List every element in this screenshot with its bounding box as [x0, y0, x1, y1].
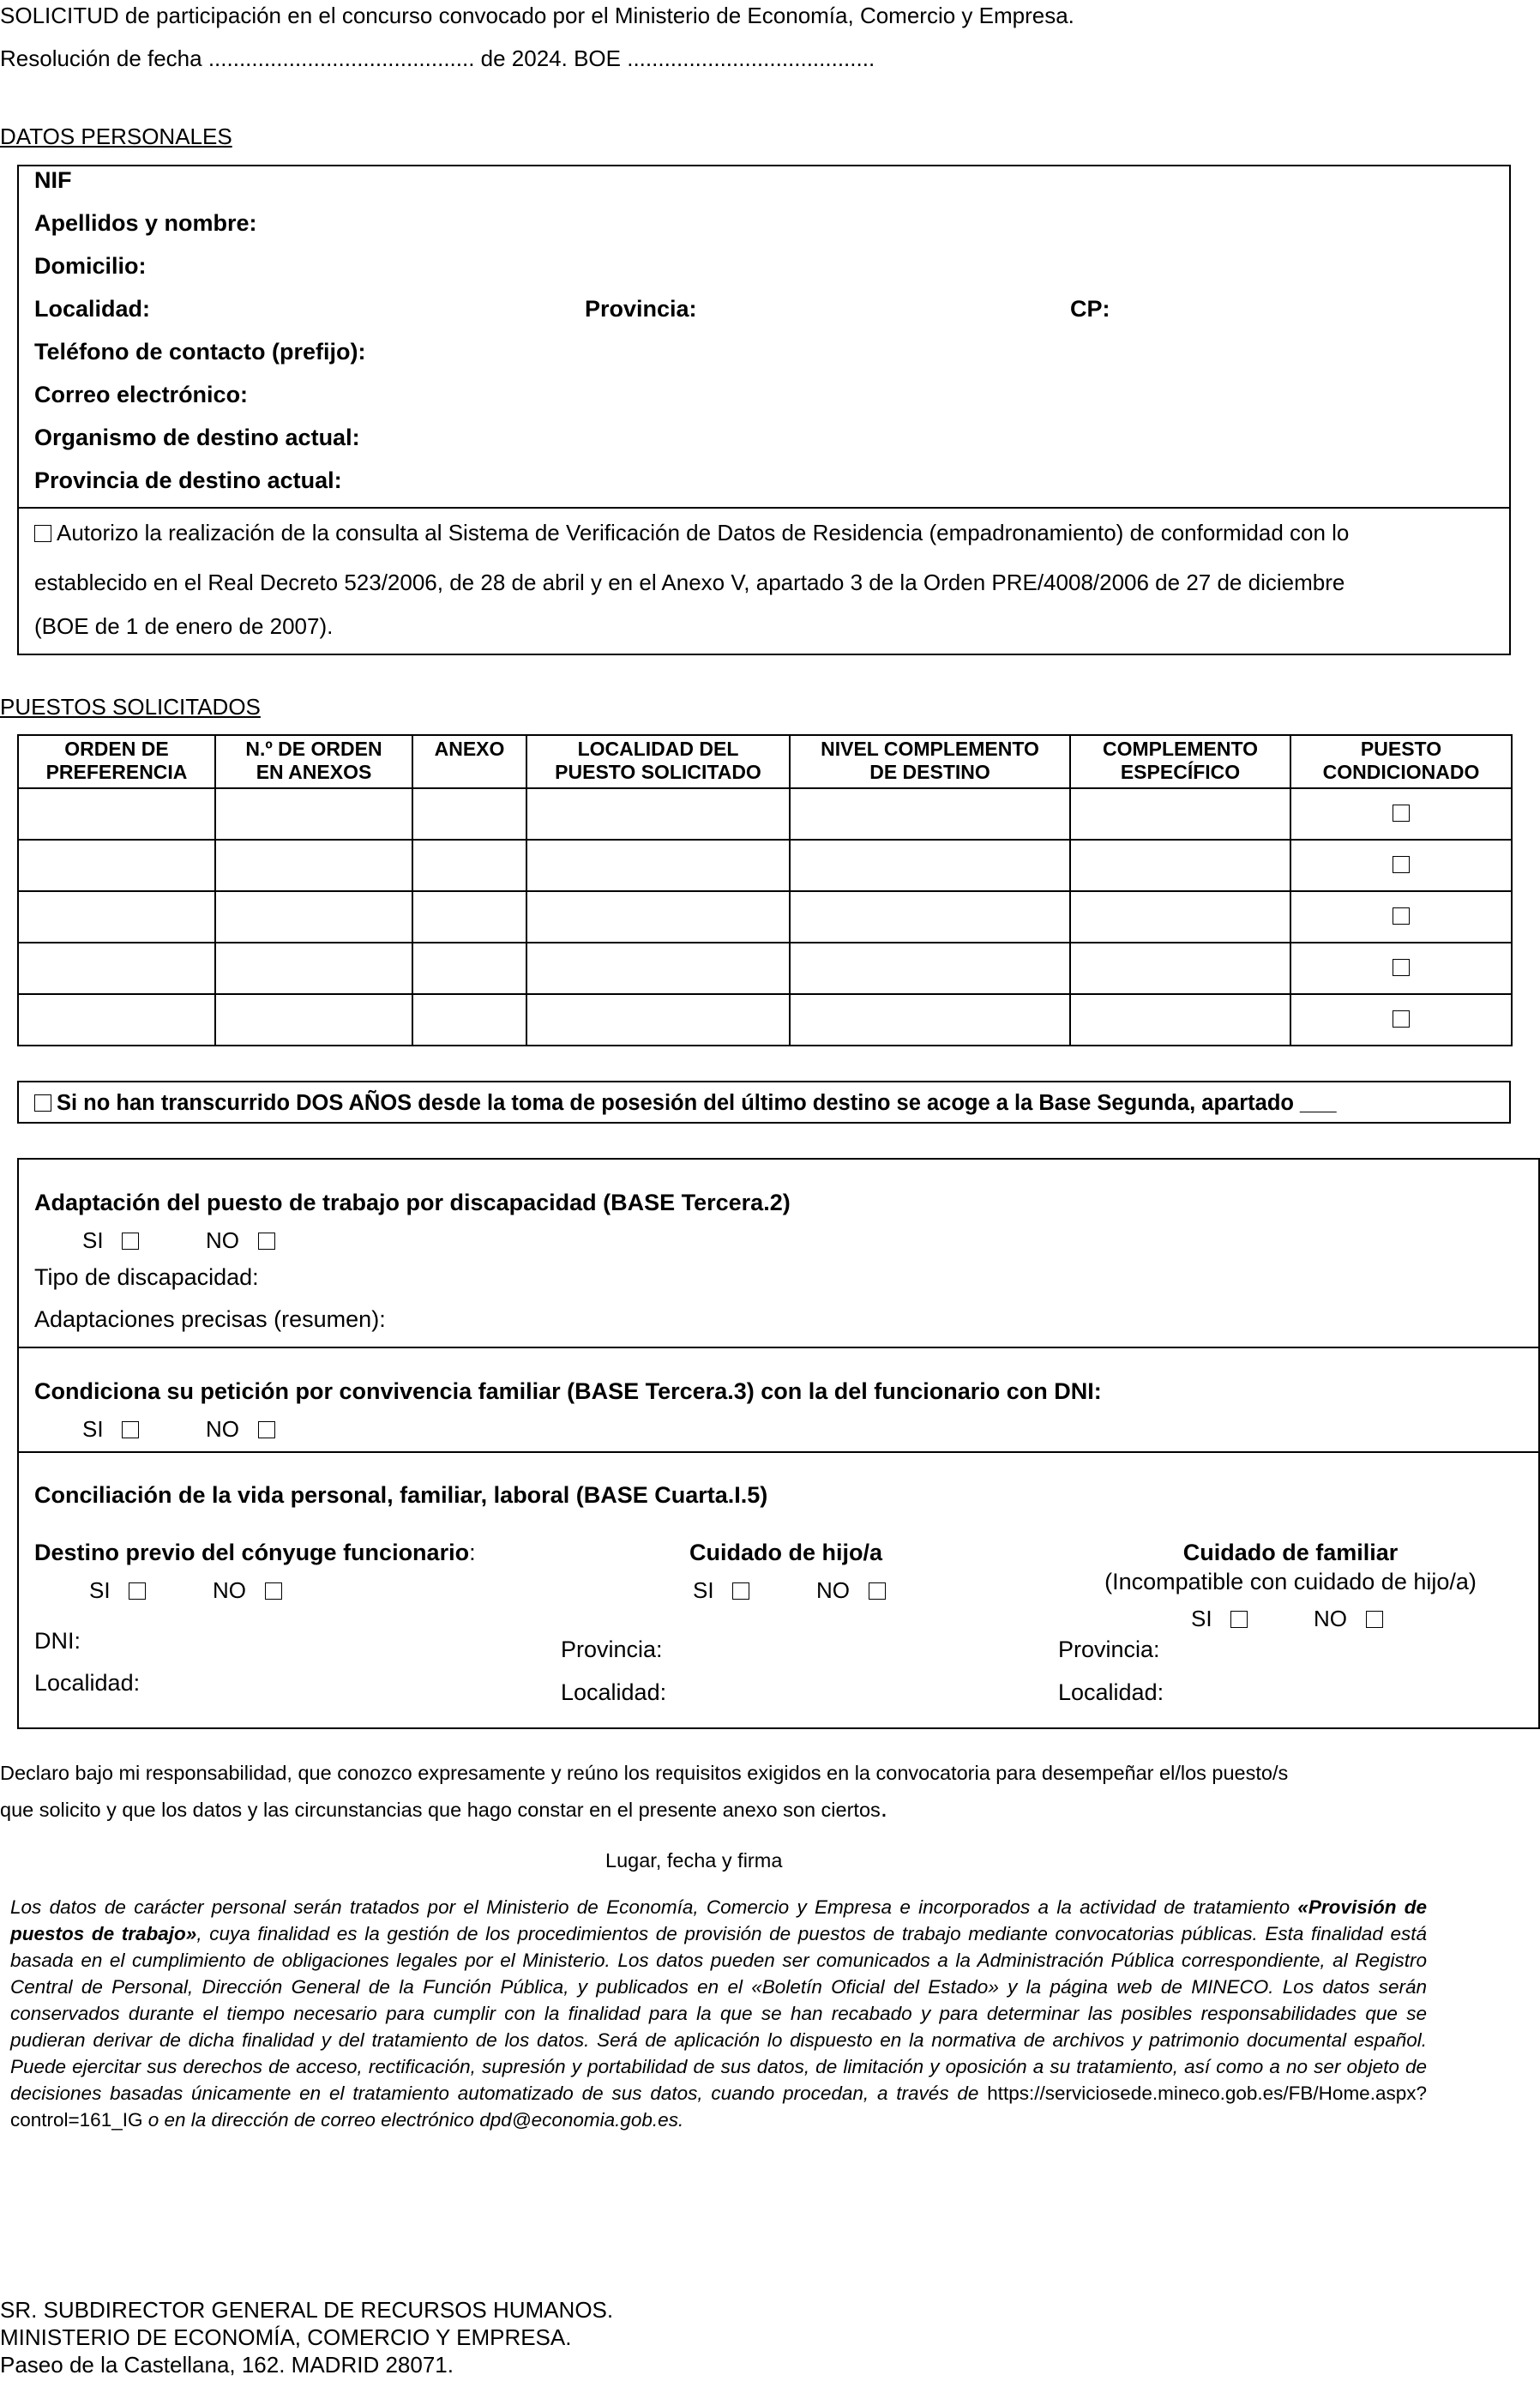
familiar-provincia-label: Provincia:: [1058, 1637, 1160, 1662]
dos-anos-text: Si no han transcurrido DOS AÑOS desde la toma de posesión del último destino se acoge a la Base Segunda, apartado ___: [34, 1089, 1337, 1117]
destinatario-line2: MINISTERIO DE ECONOMÍA, COMERCIO Y EMPRESA.: [0, 2324, 572, 2350]
convivencia-no-option: NO: [206, 1415, 280, 1443]
dos-anos-checkbox[interactable]: [34, 1094, 51, 1112]
table-cell: [1290, 840, 1512, 891]
table-cell[interactable]: [215, 994, 412, 1046]
condicionado-checkbox[interactable]: [1393, 1010, 1410, 1028]
divider: [17, 1347, 1540, 1348]
table-cell[interactable]: [412, 994, 526, 1046]
table-row: [18, 994, 1512, 1046]
column-header-anexo: ANEXO: [412, 735, 526, 788]
column-header-numero: N.º DE ORDEN EN ANEXOS: [215, 735, 412, 788]
legal-notice: Los datos de carácter personal serán tratados por el Ministerio de Economía, Comercio y Empresa e incorporados a la actividad de tratamiento «Provisión de puestos de trabajo», cuya finalidad es la gestión de los procedimientos de provisión de puestos de trabajo mediante convocatorias públicas. Esta finalidad está basada en el cumplimiento de obligaciones legales por el Ministerio. Los datos pueden ser comunicados a la Administración Pública correspondiente, al Registro Central de Personal, Dirección General de la Función Pública, y publicados en el «Boletín Oficial del Estado» y la página web de MINECO. Los datos serán conservados durante el tiempo necesario para cumplir con la finalidad para la que se han recabado y para determinar las posibles responsabilidades que se pudieran derivar de dicha finalidad y del tratamiento de los datos. Será de aplicación lo dispuesto en la normativa de archivos y patrimonio documental español. Puede ejercitar sus derechos de acceso, rectificación, supresión y portabilidad de sus datos, de limitación y oposición a su tratamiento, así como a no ser objeto de decisiones basadas únicamente en el tratamiento automatizado de sus datos, cuando procedan, a través de https://serviciosede.mineco.gob.es/FB/Home.aspx?control=161_IG o en la dirección de correo electrónico dpd@economia.gob.es.: [10, 1896, 1427, 2131]
table-cell[interactable]: [790, 788, 1070, 840]
familiar-title: Cuidado de familiar: [1182, 1540, 1399, 1565]
table-header-row: [18, 735, 1512, 788]
hijo-si-option: SI: [693, 1576, 755, 1604]
table-cell[interactable]: [526, 840, 790, 891]
column-header-nivel: NIVEL COMPLEMENTO DE DESTINO: [790, 735, 1070, 788]
sede-link[interactable]: https://serviciosede.mineco.gob.es/FB/Home.aspx?control=161_IG: [10, 2083, 1427, 2131]
provincia-label: Provincia:: [585, 296, 697, 322]
condicionado-checkbox[interactable]: [1393, 959, 1410, 976]
apellidos-label: Apellidos y nombre:: [34, 210, 257, 236]
table-cell[interactable]: [18, 994, 215, 1046]
table-cell[interactable]: [18, 788, 215, 840]
table-cell[interactable]: [790, 943, 1070, 994]
destinatario-line1: SR. SUBDIRECTOR GENERAL DE RECURSOS HUMANOS.: [0, 2297, 614, 2323]
autorizo-text-line2: establecido en el Real Decreto 523/2006, de 28 de abril y en el Anexo V, apartado 3 de la Orden PRE/4008/2006 de 27 de diciembre: [34, 570, 1345, 595]
adaptacion-si-checkbox[interactable]: [122, 1233, 139, 1250]
column-header-condicionado: PUESTO CONDICIONADO: [1290, 735, 1512, 788]
table-row: [18, 943, 1512, 994]
table-cell[interactable]: [526, 943, 790, 994]
table-cell[interactable]: [412, 943, 526, 994]
column-header-orden: ORDEN DE PREFERENCIA: [18, 735, 215, 788]
familiar-localidad-label: Localidad:: [1058, 1679, 1164, 1705]
declaracion-line2: que solicito y que los datos y las circunstancias que hago constar en el presente anexo son ciertos.: [0, 1794, 888, 1823]
table-cell: [1290, 943, 1512, 994]
tipo-discapacidad-label: Tipo de discapacidad:: [34, 1264, 259, 1290]
autorizo-text-line1: Autorizo la realización de la consulta al Sistema de Verificación de Datos de Residencia (empadronamiento) de conformidad con lo: [34, 519, 1349, 546]
convivencia-no-checkbox[interactable]: [258, 1421, 275, 1438]
table-cell[interactable]: [1070, 943, 1290, 994]
table-row: [18, 891, 1512, 943]
table-cell[interactable]: [790, 994, 1070, 1046]
adaptacion-title: Adaptación del puesto de trabajo por discapacidad (BASE Tercera.2): [34, 1190, 791, 1215]
declaracion-line1: Declaro bajo mi responsabilidad, que conozco expresamente y reúno los requisitos exigidos en la convocatoria para desempeñar el/los puesto/s: [0, 1762, 1289, 1784]
table-cell: [1290, 891, 1512, 943]
adaptacion-no-option: NO: [206, 1227, 280, 1254]
familiar-no-checkbox[interactable]: [1366, 1611, 1383, 1628]
table-cell[interactable]: [18, 840, 215, 891]
column-header-localidad: LOCALIDAD DEL PUESTO SOLICITADO: [526, 735, 790, 788]
conyuge-title: Destino previo del cónyuge funcionario:: [34, 1540, 476, 1565]
adaptacion-si-option: SI: [82, 1227, 144, 1254]
table-cell[interactable]: [790, 840, 1070, 891]
table-cell[interactable]: [412, 840, 526, 891]
familiar-si-checkbox[interactable]: [1230, 1611, 1248, 1628]
convivencia-si-option: SI: [82, 1415, 144, 1443]
conyuge-si-checkbox[interactable]: [129, 1582, 146, 1600]
familiar-no-option: NO: [1314, 1605, 1388, 1632]
table-cell[interactable]: [215, 891, 412, 943]
table-cell[interactable]: [215, 840, 412, 891]
table-row: [18, 840, 1512, 891]
table-cell[interactable]: [1070, 840, 1290, 891]
conyuge-si-option: SI: [89, 1576, 151, 1604]
table-cell[interactable]: [412, 788, 526, 840]
table-row: [18, 788, 1512, 840]
lugar-fecha-firma: Lugar, fecha y firma: [605, 1849, 783, 1872]
table-cell[interactable]: [790, 891, 1070, 943]
conyuge-localidad-label: Localidad:: [34, 1670, 141, 1696]
column-header-especifico: COMPLEMENTO ESPECÍFICO: [1070, 735, 1290, 788]
autorizo-text-line3: (BOE de 1 de enero de 2007).: [34, 613, 334, 639]
domicilio-label: Domicilio:: [34, 253, 147, 279]
hijo-provincia-label: Provincia:: [561, 1637, 663, 1662]
conyuge-no-option: NO: [213, 1576, 287, 1604]
table-cell[interactable]: [1070, 994, 1290, 1046]
table-cell[interactable]: [526, 891, 790, 943]
divider: [17, 507, 1511, 509]
adaptacion-no-checkbox[interactable]: [258, 1233, 275, 1250]
cp-label: CP:: [1070, 296, 1110, 322]
resolution-line: Resolución de fecha ........................................... de 2024. BOE ........................................: [0, 45, 875, 71]
puestos-table: [17, 734, 1513, 1046]
organismo-label: Organismo de destino actual:: [34, 425, 360, 450]
adaptaciones-label: Adaptaciones precisas (resumen):: [34, 1306, 386, 1332]
telefono-label: Teléfono de contacto (prefijo):: [34, 339, 366, 365]
section-title-puestos: PUESTOS SOLICITADOS: [0, 694, 261, 720]
nif-label: NIF: [34, 167, 72, 193]
hijo-title: Cuidado de hijo/a: [689, 1540, 883, 1565]
table-cell[interactable]: [526, 788, 790, 840]
convivencia-title: Condiciona su petición por convivencia familiar (BASE Tercera.3) con la del funcionario con DNI:: [34, 1378, 1102, 1404]
condicionado-checkbox[interactable]: [1393, 805, 1410, 822]
section-title-datos-personales: DATOS PERSONALES: [0, 124, 232, 149]
correo-label: Correo electrónico:: [34, 382, 249, 407]
familiar-si-option: SI: [1191, 1605, 1253, 1632]
conciliacion-title: Conciliación de la vida personal, familiar, laboral (BASE Cuarta.I.5): [34, 1482, 768, 1508]
hijo-si-checkbox[interactable]: [732, 1582, 749, 1600]
table-cell[interactable]: [1070, 891, 1290, 943]
table-cell[interactable]: [526, 994, 790, 1046]
table-cell[interactable]: [18, 891, 215, 943]
localidad-label: Localidad:: [34, 296, 151, 322]
table-cell: [1290, 788, 1512, 840]
hijo-no-option: NO: [816, 1576, 891, 1604]
autorizo-checkbox[interactable]: [34, 525, 51, 542]
condicionado-checkbox[interactable]: [1393, 907, 1410, 925]
table-cell[interactable]: [1070, 788, 1290, 840]
table-cell[interactable]: [215, 943, 412, 994]
convivencia-si-checkbox[interactable]: [122, 1421, 139, 1438]
table-cell[interactable]: [215, 788, 412, 840]
conyuge-no-checkbox[interactable]: [265, 1582, 282, 1600]
hijo-localidad-label: Localidad:: [561, 1679, 667, 1705]
divider: [17, 1451, 1540, 1453]
form-title-line: SOLICITUD de participación en el concurso convocado por el Ministerio de Economía, Comercio y Empresa.: [0, 3, 1074, 28]
provincia-destino-label: Provincia de destino actual:: [34, 467, 342, 493]
conyuge-dni-label: DNI:: [34, 1628, 81, 1654]
table-cell: [1290, 994, 1512, 1046]
hijo-no-checkbox[interactable]: [869, 1582, 886, 1600]
table-cell[interactable]: [412, 891, 526, 943]
condicionado-checkbox[interactable]: [1393, 856, 1410, 873]
familiar-subtitle: (Incompatible con cuidado de hijo/a): [1104, 1569, 1477, 1594]
destinatario-line3: Paseo de la Castellana, 162. MADRID 28071.: [0, 2352, 454, 2378]
table-cell[interactable]: [18, 943, 215, 994]
